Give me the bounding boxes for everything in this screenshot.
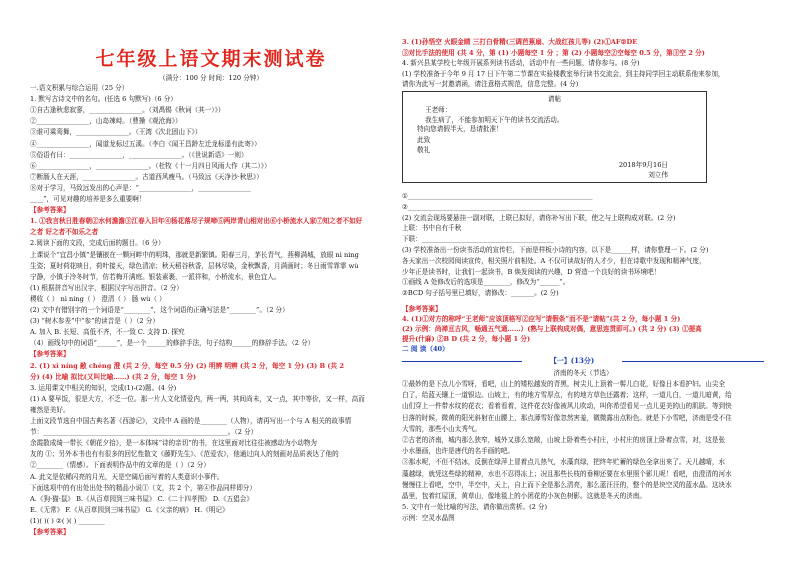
text-line: ①最妙的是下点儿小雪呀，看吧，山上的矮松越发的青黑，树尖儿上顶着一髻儿白花，好像日本看护妇。山尖全: [402, 380, 726, 388]
text-line: 之者 好之者不如乐之者: [30, 228, 99, 237]
reading-tab-label: 【一】(13分): [522, 356, 622, 366]
right-column: [402, 0, 764, 562]
text-line: 生姿；夏时荷花映日，荷叶接天，绿色清凉；秋天稻谷秋香，层林尽染，金秋飘香，月满画时；冬日雨雪霏霏 wù: [30, 261, 359, 270]
text-line: 稷收（ ） nì ning（ ） 澄清（ ） 肠 wù（ ）: [30, 294, 166, 303]
text-line: 宁静，小镇于冷冬时节，仿若梅开满庭。银装素裹，一派祥和，小桥流水，景色宜人。: [30, 272, 281, 281]
text-line: 提升(什麻) ②B D (共 2 分，每小题 1 分): [402, 335, 531, 343]
text-line: (2) 交流会现场要悬挂一副对联，上联已拟好，请你补写出下联，使之与上联构成对联。(2 分): [402, 213, 676, 222]
text-line: ①画线 A 处修改后的选项是________，修改为“______”。: [402, 278, 570, 287]
text-line: 节：________________________________________________________。（2 分）: [30, 428, 258, 437]
letter-salutation: 王老师：: [425, 106, 452, 114]
text-line: 小水墨画，也许是唐代的名手画的吧。: [402, 447, 515, 456]
text-line: ⑤俗语有曰：________________，________________。（《世说新语》一则）: [30, 150, 248, 159]
text-line: 5. 文中有一处比喻的写法，请你做出赏析。(2 分): [402, 503, 548, 512]
text-line: 请你为此写一封邀请函，请注意格式规范，信息完整。(4 分): [402, 80, 579, 88]
text-line: 1. 默写古诗文中的名句。(任选 6 句默写)（6 分）: [30, 95, 177, 104]
text-line: 雍然是美好。: [30, 405, 70, 414]
text-line: 下面选项中的有出处出处书的精品小说①（文，共 2 个，第④作品同样即分）: [30, 483, 256, 492]
letter-date: 2018年9月16日: [618, 161, 668, 169]
text-line: 友的 ①；另外本书也有有很多的回忆性散文《藤野先生》、《范爱农》，他通过向人的刻画对品质表达了他的: [30, 450, 339, 459]
text-line: ②________________________________________________________: [402, 202, 593, 211]
text-line: ⑥________________，________________。（杜牧《十一月四日风雨大作（其二）》）: [30, 161, 271, 170]
letter-signer: 刘立伟: [648, 171, 668, 179]
passage-title: 济南的冬天（节选）: [553, 369, 613, 377]
text-line: 4. (1)①对方的称呼“王老师”应该顶格写②应写“请假条”而不是“请帖”(共 2 分，每小题 1 分): [402, 315, 681, 323]
text-line: 下联：________________________________________: [402, 235, 554, 244]
text-line: 日落的时候，微黄的阳光斜射在山腰上，那点薄雪好像忽然害羞，微微露出点粉色。就是下小雪吧，济南是受不住: [402, 413, 732, 422]
text-line: 2. (1) xì níng 敝 chéng 澄 (共 2 分，每空 0.5 分) (2) 明辨 明辨 (共 2 分，每空 1 分) (3) B (共 2: [30, 361, 344, 370]
text-line: 2.阅读下面的文段，完成后面的题目。（6 分）: [30, 239, 165, 248]
text-line: (2) 文中有错别字的一个词语是“________”，这个词语的正确写法是“________”。（2 分）: [30, 306, 289, 314]
text-line: （4）画线句中的词语“______”，是一个______的修辞手法，句子结构______的修辞手法。（2 分）: [30, 339, 315, 348]
text-line: ③谁可乘鸾舞，________________。（王湾《次北固山下》）: [30, 128, 202, 137]
text-line: (1) A 要早饭，很是大方，不乏一位。那一片人文化情爱内，两一两，其间尚未，又一点，其中等价，又一样，高而: [30, 394, 365, 403]
text-line: 3. 运用课文中相关的知识，完成(1)-(2)题。(4 分): [30, 383, 177, 392]
text-line: 山们穿上一件带水纹的花衣；看着看着，这件花衣好像被风儿吹动，叫你希望看见一点儿更美的山的肌肤。等到快: [402, 402, 732, 411]
text-line: A. 加入 B. 长短、高低不齐，不一致 C. 支持 D. 探究: [30, 328, 185, 337]
text-line: A.《狗·猫·鼠》 B.《从百草园到三味书屋》 C.《二十四孝图》 D.《五猖会》: [30, 494, 253, 503]
text-line: 余霞散成绮一带长《朝花夕拾》，是一本体味“诗的亲切”的书，在这里面对比往往被感动为小动物为: [30, 439, 317, 448]
text-line: 示例：空灵水晶图: [402, 514, 455, 523]
text-line: (1) 根据拼音写出汉字，根据汉字写出拼音。（2 分）: [30, 283, 183, 292]
text-line: 上课说个“宜昌小镇”是镶嵌在一颗河畔中的明珠，那就是新繁镇。阳春三月，茅长青气，燕柳满城，放眼 nì ning: [30, 250, 359, 259]
text-line: ②________________，山岛竦峙。（曹操《观沧海》）: [30, 117, 182, 126]
text-line: 上面文段节选自中国古典名著《西游记》，文段中 A 画的是________（人物），请再写出一个与 A 相关的故事情: [30, 417, 352, 425]
text-line: ③对比手法的使用 (共 4 分，第 (1) 小题每空 1 分 ；第 (2) 小题每空②空每空 0.5 分，第③空 2 分): [402, 48, 705, 57]
text-line: 1. ①我言秋日胜春朝②水何澹澹③江春入旧年④杨花落尽子规啼⑤两岸青山相对出⑥小桥流水人家⑦知之者不如好: [30, 217, 363, 226]
text-line: 大雪的，那些小山太秀气。: [402, 424, 482, 433]
text-line: ____”，可见对趣的培养是多么重要啊！: [30, 195, 146, 203]
text-line: 一.语文积累与综合运用（25 分）: [30, 84, 129, 92]
letter-box: [402, 91, 707, 183]
text-line: 藻越绿，就凭这些绿的精神，水也不忍得冻上；况且那些长枝的垂柳还要在水里照个影儿呢！看吧，由澄清的河水: [402, 469, 732, 478]
text-line: A. 此文是依稀闪亮的月光，天是空阔后面写着的人类意识小事件。: [30, 472, 224, 481]
text-line: ⑦断肠人在天涯，________________。古道西风瘦马。（马致远《天净沙·秋思》）: [30, 172, 263, 181]
text-line: ①自古逢秋悲寂寥，________________。（刘禹锡《秋词（其一）》）: [30, 106, 225, 115]
text-line: 分) (4) 比喻 拟比(又叫比喻……) (共 2 分，每空 1 分): [30, 372, 197, 381]
text-line: ①________________________________________________________: [402, 192, 593, 200]
text-line: ②古老的济南，城内那么狭窄，城外又那么宽敞，山坡上卧着些小村庄，小村庄的房顶上卧着点雪，对，这是张: [402, 436, 726, 444]
letter-closing-2: 敬礼: [417, 146, 431, 154]
page-title: 七年级上语文期末测试卷: [95, 48, 327, 70]
text-line: 慢慢往上看吧，空中，半空中，天上，自上而下全是那么清亮，那么蓝汪汪的，整个的是块空灵的蓝水晶。这块水: [402, 480, 732, 489]
answer-label: 【参考答案】: [402, 305, 442, 313]
text-line: ②________（情感）。下面表明作品中的文章的是（ ）（2 分）: [30, 461, 210, 470]
letter-closing-1: 此致: [417, 136, 431, 144]
text-line: 白了，给蓝天镶上一道银边。山坡上，有的地方雪厚点，有的地方草色还露着；这样，一道儿白，一道儿暗黄，给: [402, 391, 732, 400]
text-line: E.《无常》 F.《从百草园到三味书屋》 G.《父亲的病》 H.《明记》: [30, 505, 229, 514]
text-line: ④________________，闻道龙标过五溪。（李白《闻王昌龄左迁龙标遥有此寄》）: [30, 139, 261, 148]
text-line: (3) 学校准备出一份读书活动的宣传栏，下面是样板小诗的内容，以下是______样，请你整理一下。(2 分): [402, 246, 709, 254]
text-line: (1) 学校准备于今年 9 月 17 日下午第二节课在实验楼教室举行读书交流会，到主持同学回主动联系他来参加，: [402, 69, 725, 78]
text-line: 4. 新兴县某学校七年级开展系列读书活动，活动中有一些问题，请你参与。(8 分): [402, 59, 640, 67]
text-line: 3. (1)孙悟空 火眼金睛 三打白骨精(三调芭蕉扇、大战红孩儿等) (2)①AF②DE: [402, 38, 638, 46]
letter-heading: 请帖: [547, 95, 562, 103]
left-column: [30, 0, 392, 562]
text-line: 各天家出一次校园阅读宣传，相关照片前相处。A 不仅可读故好的人才少，但在诗歌中发现和精神气度，: [402, 256, 706, 265]
text-line: (1)( )( ) ②( )( ) ________: [30, 516, 105, 525]
text-line: 上联：书中自有千秋: [402, 224, 462, 233]
text-line: ⑧对于学习，马致远发出的心声是：“________________，________________: [30, 183, 251, 192]
exam-meta: （满分：100 分 时间：120 分钟）: [159, 74, 263, 82]
letter-body-2: 特向您请假半天，恳请批准！: [417, 125, 503, 133]
reading-header: 二 阅 读（40）: [402, 345, 449, 353]
letter-body-1: 我生病了，不能参加明天下午的读书交流活动。: [425, 116, 564, 124]
text-line: 晶里，包着红屋顶，黄草山，像地毯上的小团花的小灰色树影。这就是冬天的济南。: [402, 492, 646, 500]
text-line: ③那水呢，不但不结冰，反倒在绿萍上冒着点儿热气，水藻真绿，把终年贮蓄的绿色全拿出来了。天儿越晴，水: [402, 458, 726, 467]
text-line: 【参考答案】: [30, 206, 70, 215]
text-line: (3) “树木参差”中“参”的读音是（ ）（2 分）: [30, 317, 159, 326]
text-line: (2) 示例：尚禅亘古风，畅通五气通……）(熟与上联构成对偶，意思连贯即可。) (共 2 分) (3) ①提高: [402, 325, 702, 333]
text-line: ②BCD 句子括号里已填好，请修改：_______。(2 分): [402, 289, 559, 298]
text-line: 【参考答案】: [30, 528, 70, 536]
text-line: 【参考答案】: [30, 350, 70, 359]
text-line: 少年正是读书时，让我们一起读书，B 焕发阅读的兴趣，D 营造一个良好的读书环境吧！: [402, 267, 661, 276]
